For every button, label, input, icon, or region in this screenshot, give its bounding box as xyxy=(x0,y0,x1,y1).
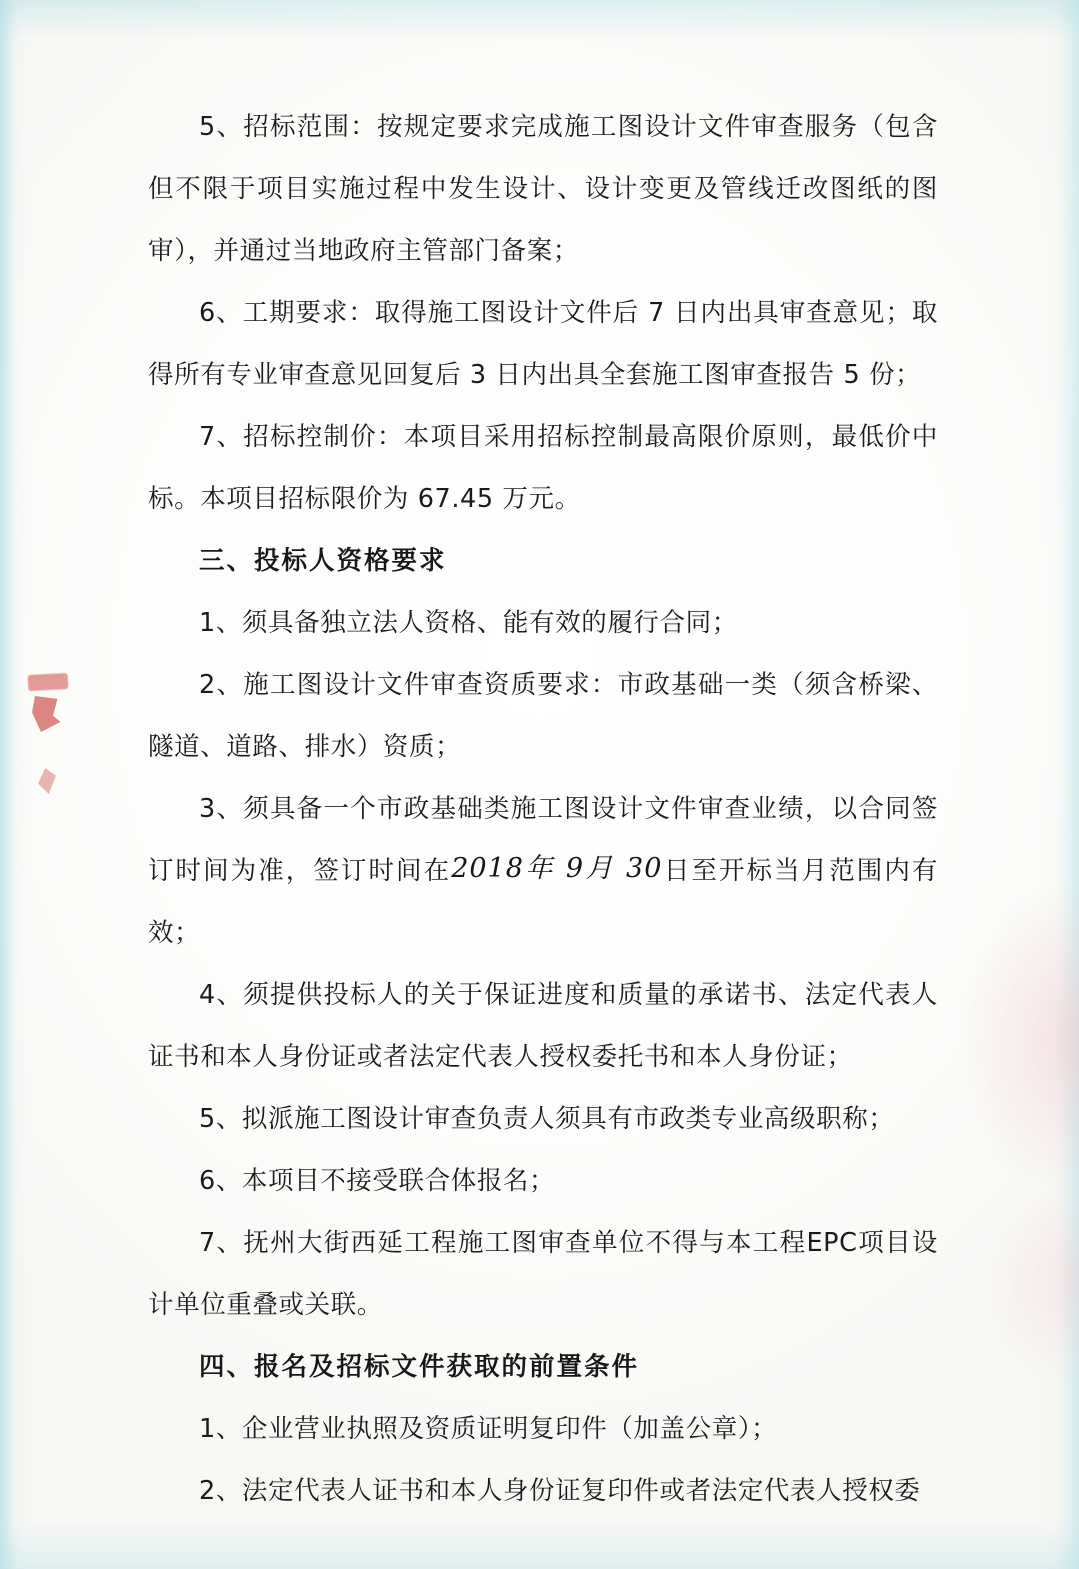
scan-smudge-lower xyxy=(989,1180,1079,1380)
heading-registration-prerequisites: 四、报名及招标文件获取的前置条件 xyxy=(199,1352,640,1382)
red-seal-stamp-icon xyxy=(24,672,78,812)
qualification-item-6: 6、本项目不接受联合体报名； xyxy=(199,1166,556,1196)
qualification-item-3-text-before: 3、须具备一个市政基础类施工图设计文件审查业绩，以合同签订时间为准，签订时间在 xyxy=(148,794,938,886)
paragraph-price-cap: 7、招标控制价：本项目采用招标控制最高限价原则，最低价中标。本项目招标限价为 67.45 万元。 xyxy=(148,422,938,514)
qualification-item-2: 2、施工图设计文件审查资质要求：市政基础一类（须含桥梁、隧道、道路、排水）资质； xyxy=(148,670,938,762)
qualification-item-1: 1、须具备独立法人资格、能有效的履行合同； xyxy=(199,608,738,638)
prerequisite-item-1: 1、企业营业执照及资质证明复印件（加盖公章）； xyxy=(199,1414,778,1444)
prerequisite-item-2: 2、法定代表人证书和本人身份证复印件或者法定代表人授权委 xyxy=(199,1476,921,1506)
heading-bidder-qualifications: 三、投标人资格要求 xyxy=(199,546,447,576)
qualification-item-3 xyxy=(148,778,938,964)
scan-edge-tint-top xyxy=(0,0,1079,40)
scan-smudge-upper xyxy=(959,880,1079,1200)
qualification-item-5: 5、拟派施工图设计审查负责人须具有市政类专业高级职称； xyxy=(199,1104,895,1134)
qualification-item-7: 7、抚州大街西延工程施工图审查单位不得与本工程EPC项目设计单位重叠或关联。 xyxy=(148,1228,938,1320)
paragraph-scope-of-tender: 5、招标范围：按规定要求完成施工图设计文件审查服务（包含但不限于项目实施过程中发生设计、设计变更及管线迁改图纸的图审），并通过当地政府主管部门备案； xyxy=(148,112,938,266)
document-body xyxy=(148,96,938,1522)
paragraph-schedule-requirement: 6、工期要求：取得施工图设计文件后 7 日内出具审查意见；取得所有专业审查意见回复后 3 日内出具全套施工图审查报告 5 份； xyxy=(148,298,938,390)
scan-edge-tint-left xyxy=(0,0,26,1569)
scan-edge-tint-right xyxy=(1045,0,1079,1569)
scan-edge-tint-bottom xyxy=(0,1523,1079,1569)
qualification-item-4: 4、须提供投标人的关于保证进度和质量的承诺书、法定代表人证书和本人身份证或者法定代表人授权委托书和本人身份证； xyxy=(148,980,938,1072)
qualification-item-3-text-after: 日至开标当月范围内有效； xyxy=(148,856,938,948)
handwritten-date-annotation: 2018年 9月 30 xyxy=(451,853,663,884)
